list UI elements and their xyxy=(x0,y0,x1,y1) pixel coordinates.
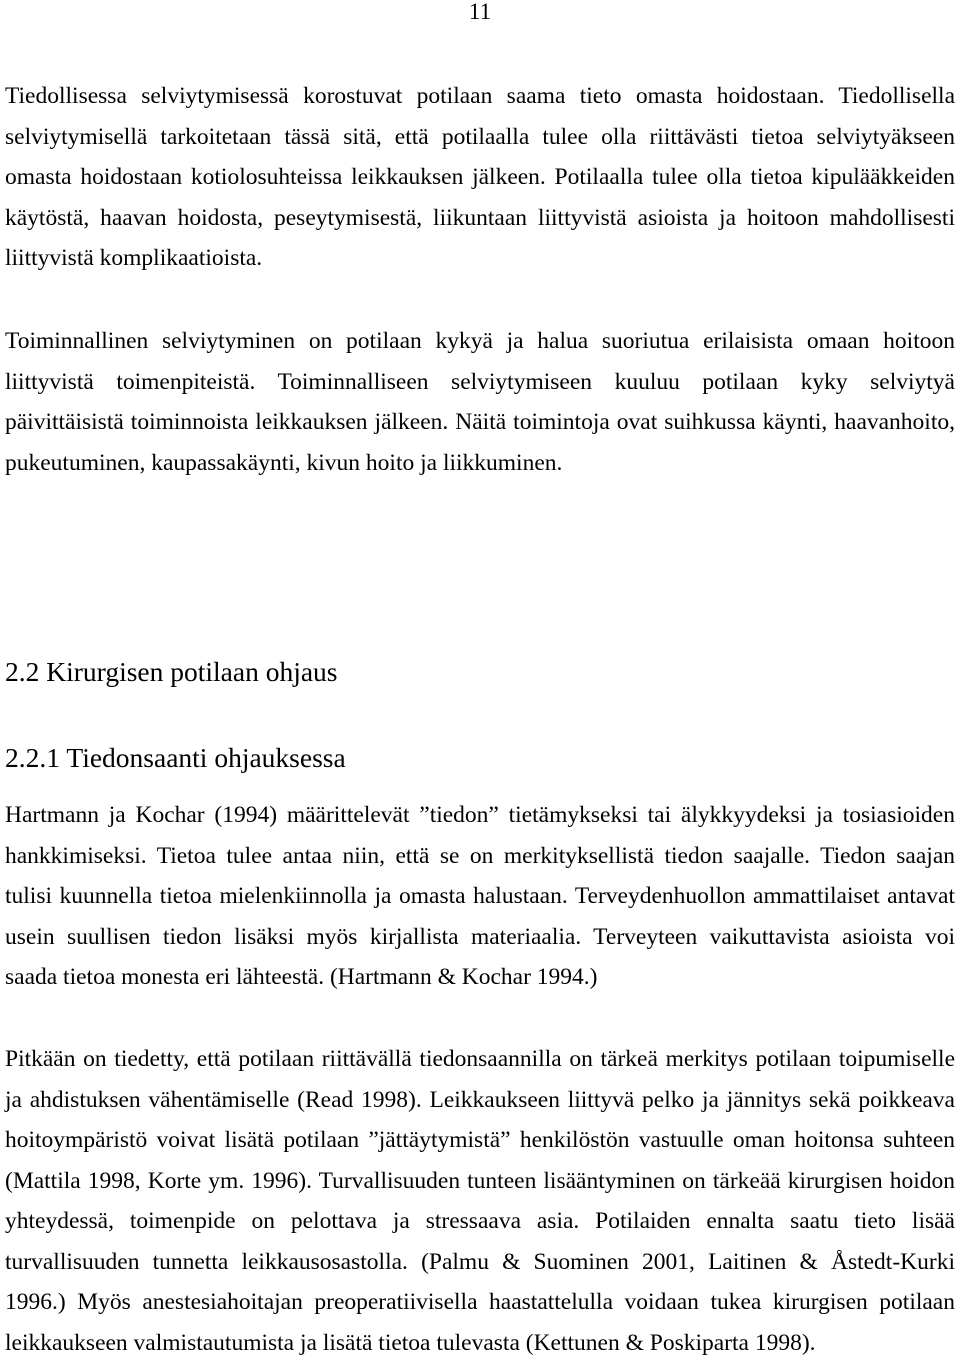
text-line: Tiedollisessa selviytymisessä korostuvat potilaan saama tieto omasta hoidostaan. Tiedollisella xyxy=(5,83,955,109)
text-line: selviytymisellä tarkoitetaan tässä sitä, että potilaalla tulee olla riittävästi tietoa selviytyäkseen xyxy=(5,123,955,150)
paragraph-tiedollinen-selviytyminen xyxy=(5,76,955,279)
text-line: käytöstä, haavan hoidosta, peseytymisestä, liikuntaan liittyvistä asioista ja hoitoon mahdollisesti xyxy=(5,204,955,231)
text-line: leikkaukseen valmistautumista ja lisätä tietoa tulevasta (Kettunen & Poskiparta 1998). xyxy=(5,1329,816,1356)
text-line: Toiminnallinen selviytyminen on potilaan kykyä ja halua suoriutua erilaisista omaan hoitoon xyxy=(5,328,955,354)
text-line: saada tietoa monesta eri lähteestä. (Hartmann & Kochar 1994.) xyxy=(5,964,598,990)
text-line: Hartmann ja Kochar (1994) määrittelevät ”tiedon” tietämykseksi tai älykkyydeksi ja tosiasioiden xyxy=(5,802,955,828)
subsection-heading: 2.2.1 Tiedonsaanti ohjauksessa xyxy=(5,742,346,773)
text-line: hoitoympäristö voivat lisätä potilaan ”jättäytymistä” henkilöstön vastuulle oman hoitonsa suhteen xyxy=(5,1127,955,1153)
paragraph-tiedonsaanti-merkitys xyxy=(5,1039,955,1363)
text-line: (Mattila 1998, Korte ym. 1996). Turvallisuuden tunteen lisääntyminen on tärkeää kirurgisen hoidon xyxy=(5,1167,955,1194)
text-line: usein suullisen tiedon lisäksi myös kirjallista materiaalia. Terveyteen vaikuttavista asioista voi xyxy=(5,923,955,950)
section-heading: 2.2 Kirurgisen potilaan ohjaus xyxy=(5,656,338,687)
text-line: turvallisuuden tunnetta leikkausosastolla. (Palmu & Suominen 2001, Laitinen & Åstedt-Kurki xyxy=(5,1248,955,1275)
text-line: yhteydessä, toimenpide on pelottava ja stressaava asia. Potilaiden ennalta saatu tieto lisää xyxy=(5,1208,955,1234)
page-number: 11 xyxy=(468,0,492,24)
text-line: ja ahdistuksen vähentämiselle (Read 1998). Leikkaukseen liittyvä pelko ja jännitys sekä poikkeava xyxy=(5,1086,955,1113)
text-line: 1996.) Myös anestesiahoitajan preoperatiivisella haastattelulla voidaan tukea kirurgisen potilaan xyxy=(5,1289,955,1315)
text-line: omasta hoidostaan kotiolosuhteissa leikkauksen jälkeen. Potilaalla tulee olla tietoa kipulääkkeiden xyxy=(5,164,955,190)
text-line: päivittäisistä toiminnoista leikkauksen jälkeen. Näitä toimintoja ovat suihkussa käynti, haavanhoito, xyxy=(5,409,955,435)
text-line: Pitkään on tiedetty, että potilaan riittävällä tiedonsaannilla on tärkeä merkitys potilaan toipumiselle xyxy=(5,1046,955,1072)
text-line: hankkimiseksi. Tietoa tulee antaa niin, että se on merkityksellistä tiedon saajalle. Tiedon saajan xyxy=(5,842,955,869)
paragraph-hartmann-kochar xyxy=(5,795,955,998)
paragraph-toiminnallinen-selviytyminen xyxy=(5,321,955,483)
text-line: tulisi kuunnella tietoa mielenkiinnolla ja omasta halustaan. Terveydenhuollon ammattilaiset antavat xyxy=(5,883,955,909)
text-line: pukeutuminen, kaupassakäynti, kivun hoito ja liikkuminen. xyxy=(5,449,563,476)
text-line: liittyvistä komplikaatioista. xyxy=(5,245,263,271)
text-line: liittyvistä toimenpiteistä. Toiminnalliseen selviytymiseen kuuluu potilaan kyky selviytyä xyxy=(5,368,955,395)
